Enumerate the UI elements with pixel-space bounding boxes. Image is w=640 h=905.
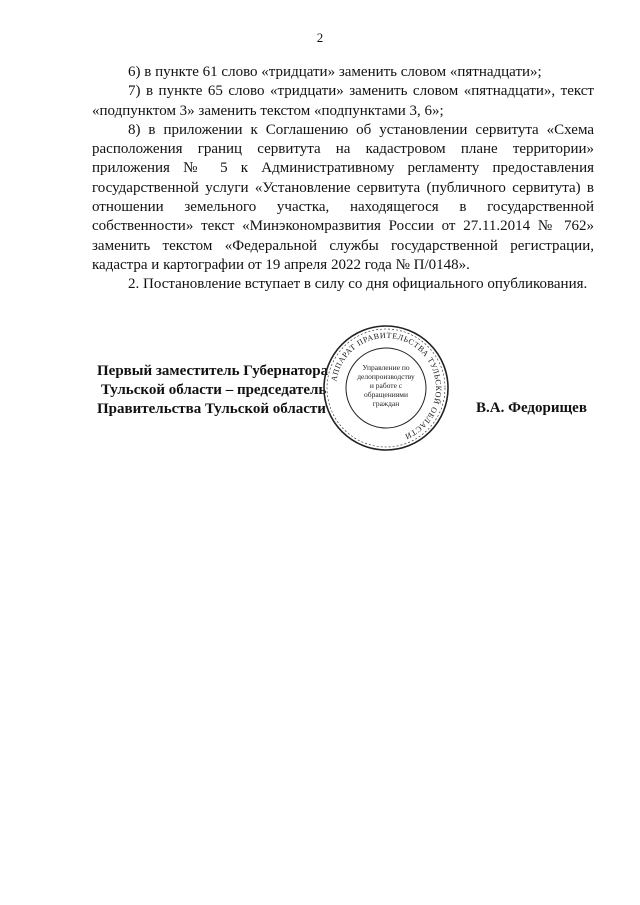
signatory-title-line-2: Тульской области – председатель	[101, 382, 327, 398]
page-number: 2	[316, 30, 324, 45]
signatory-title-line-3: Правительства Тульской области	[97, 401, 326, 417]
signatory-name: В.А. Федорищев	[476, 400, 587, 416]
paragraph-item-6: 6) в пункте 61 слово «тридцати» заменить словом «пятнадцати»;	[128, 64, 542, 80]
paragraph-effective-date: 2. Постановление вступает в силу со дня официального опубликования.	[128, 276, 588, 293]
stamp-ring-text: АППАРАТ ПРАВИТЕЛЬСТВА ТУЛЬСКОЙ ОБЛАСТИ	[329, 330, 444, 442]
signatory-title-line-1: Первый заместитель Губернатора	[97, 363, 329, 379]
paragraph-item-7: 7) в пункте 65 слово «тридцати» заменить словом «пятнадцати», текст «подпунктом 3» заменить текстом «подпунктами 3, 6»;	[92, 83, 594, 119]
signatory-title	[97, 362, 347, 419]
stamp-center-text: Управление по делопроизводству и работе с обращениями граждан	[357, 363, 415, 408]
paragraph-item-8: 8) в приложении к Соглашению об установлении сервитута «Схема расположения границ сервитута на кадастровом плане территории» приложения № 5 к Административному регламенту предоставления государственной услуги «Установление сервитута (публичного сервитута) в отношении земельного участка, находящегося в государственной собственности» текст «Минэкономразвития России от 27.11.2014 № 762» заменить текстом «Федеральной службы государственной регистрации, кадастра и картографии от 19 апреля 2022 года № П/0148».	[92, 121, 594, 273]
official-stamp	[321, 323, 451, 453]
document-body	[92, 63, 594, 295]
